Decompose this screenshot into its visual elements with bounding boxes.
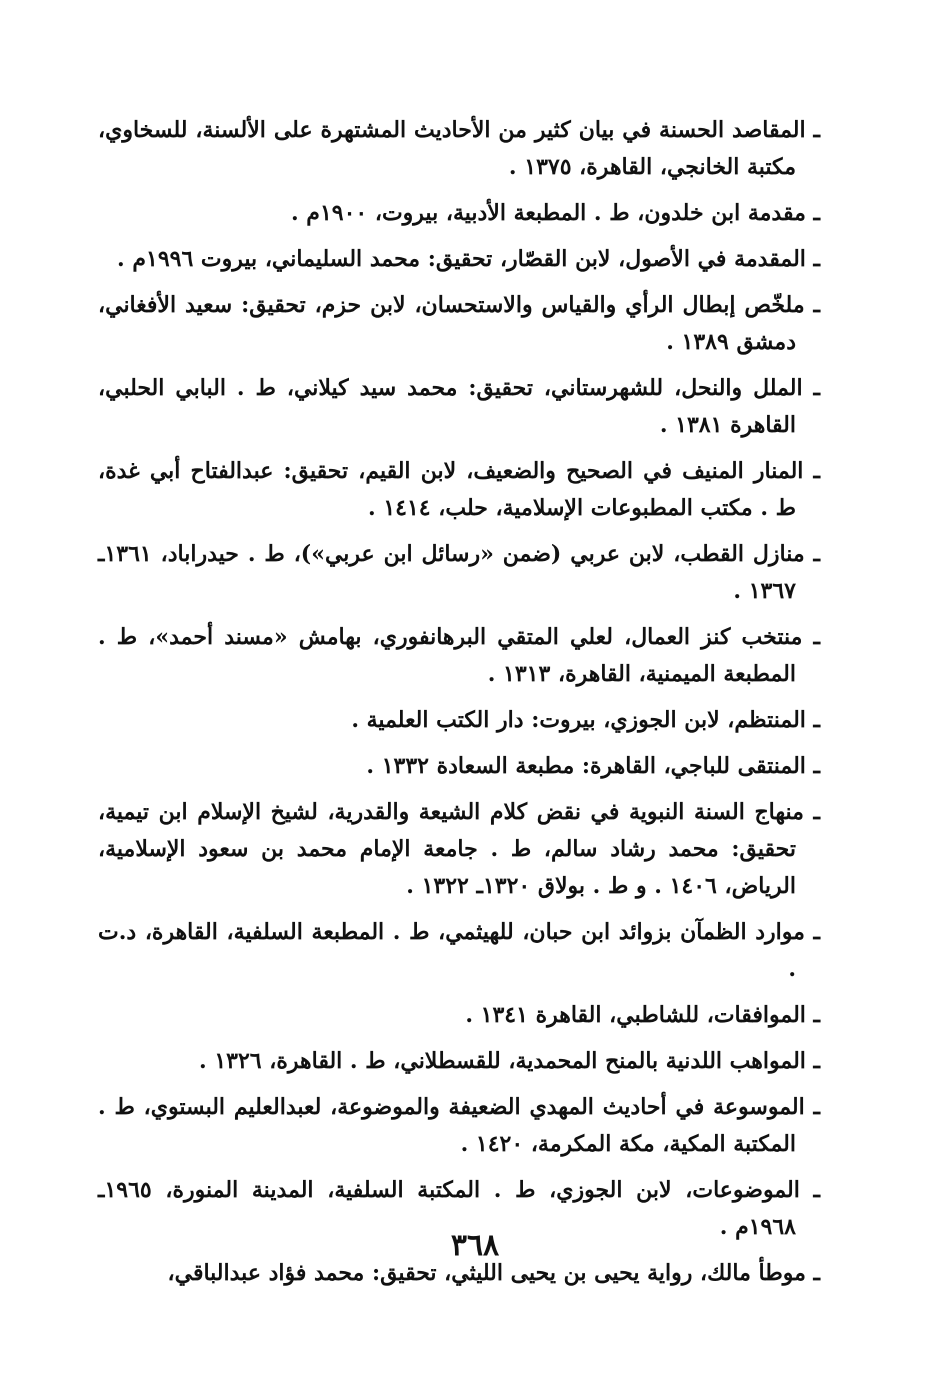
bibliography-entry: ـ المواهب اللدنية بالمنح المحمدية، للقسطلاني، ط . القاهرة، ١٣٢٦ .: [199, 1048, 820, 1074]
page-number: ٣٦٨: [450, 1228, 500, 1263]
bibliography-entry: ـ الموضوعات، لابن الجوزي، ط . المكتبة السلفية، المدينة المنورة، ١٩٦٥ـ ١٩٦٨م .: [98, 1177, 820, 1240]
bibliography-entry: ـ المنتظم، لابن الجوزي، بيروت: دار الكتب العلمية .: [351, 707, 820, 733]
bibliography-entry: ـ منهاج السنة النبوية في نقض كلام الشيعة والقدرية، لشيخ الإسلام ابن تيمية، تحقيق: محمد رشاد سالم، ط . جامعة الإمام محمد بن سعود الإسلامية، الرياض، ١٤٠٦ . و ط . بولاق ١٣٢٠ـ ١٣٢٢ .: [98, 799, 820, 899]
bibliography-entry: ـ المقدمة في الأصول، لابن القصّار، تحقيق: محمد السليماني، بيروت ١٩٩٦م .: [117, 246, 820, 272]
bibliography-entry: ـ المقاصد الحسنة في بيان كثير من الأحاديث المشتهرة على الألسنة، للسخاوي، مكتبة الخانجي، القاهرة، ١٣٧٥ .: [98, 117, 820, 180]
bibliography-entry: ـ مقدمة ابن خلدون، ط . المطبعة الأدبية، بيروت، ١٩٠٠م .: [290, 200, 820, 226]
bibliography-entry: ـ منتخب كنز العمال، لعلي المتقي البرهانفوري، بهامش «مسند أحمد»، ط . المطبعة الميمنية، القاهرة، ١٣١٣ .: [98, 624, 820, 687]
bibliography-entry: ـ المنتقى للباجي، القاهرة: مطبعة السعادة ١٣٣٢ .: [366, 753, 820, 779]
bibliography-entry: ـ موطأ مالك، رواية يحيى بن يحيى الليثي، تحقيق: محمد فؤاد عبدالباقي،: [167, 1260, 820, 1286]
bibliography-entry: ـ الملل والنحل، للشهرستاني، تحقيق: محمد سيد كيلاني، ط . البابي الحلبي، القاهرة ١٣٨١ .: [98, 375, 820, 438]
bibliography-entry: ـ منازل القطب، لابن عربي (ضمن «رسائل ابن عربي»)، ط . حيدراباد، ١٣٦١ـ ١٣٦٧ .: [98, 541, 820, 604]
bibliography-entry: ـ موارد الظمآن بزوائد ابن حبان، للهيثمي، ط . المطبعة السلفية، القاهرة، د.ت .: [98, 919, 820, 982]
bibliography-list: [98, 112, 820, 1301]
bibliography-entry: ـ المنار المنيف في الصحيح والضعيف، لابن القيم، تحقيق: عبدالفتاح أبي غدة، ط . مكتب المطبوعات الإسلامية، حلب، ١٤١٤ .: [98, 458, 820, 521]
bibliography-entry: ـ الموسوعة في أحاديث المهدي الضعيفة والموضوعة، لعبدالعليم البستوي، ط . المكتبة المكية، مكة المكرمة، ١٤٢٠ .: [98, 1094, 820, 1157]
bibliography-entry: ـ الموافقات، للشاطبي، القاهرة ١٣٤١ .: [465, 1002, 820, 1028]
bibliography-entry: ـ ملخّص إبطال الرأي والقياس والاستحسان، لابن حزم، تحقيق: سعيد الأفغاني، دمشق ١٣٨٩ .: [98, 292, 820, 355]
